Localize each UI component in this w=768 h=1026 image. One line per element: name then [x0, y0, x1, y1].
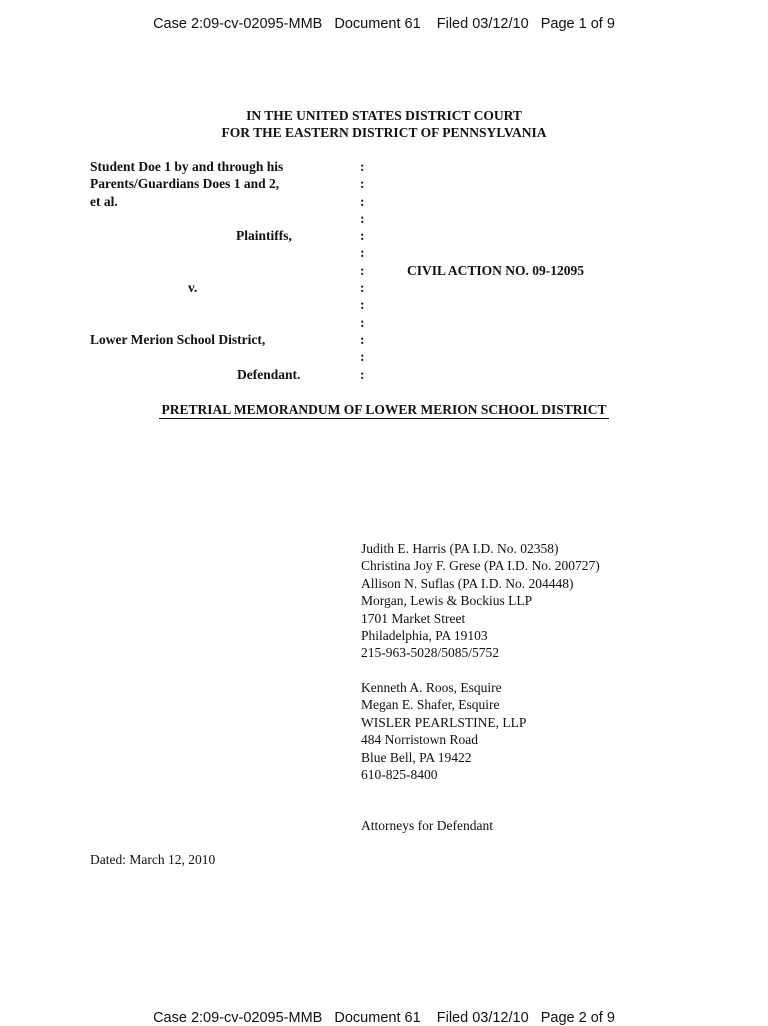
- counsel-line: Philadelphia, PA 19103: [361, 627, 488, 643]
- caption-party: et al.: [90, 193, 118, 209]
- caption-row: [90, 297, 710, 314]
- caption-colon: :: [360, 228, 365, 244]
- caption-colon: :: [360, 280, 365, 296]
- counsel-line: 610-825-8400: [361, 766, 438, 782]
- caption-colon: :: [360, 314, 365, 330]
- caption-colon: :: [360, 193, 365, 209]
- caption-defendant-label: Defendant.: [237, 366, 301, 382]
- caption-row: [90, 228, 710, 245]
- caption-row: [90, 194, 710, 211]
- caption-colon: :: [360, 210, 365, 226]
- caption-colon: :: [360, 245, 365, 261]
- page-header: Case 2:09-cv-02095-MMB Document 61 Filed 03/12/10 Page 1 of 9: [153, 16, 615, 32]
- caption-party: Lower Merion School District,: [90, 331, 266, 347]
- caption-plaintiffs-label: Plaintiffs,: [236, 228, 292, 244]
- counsel-line: 215-963-5028/5085/5752: [361, 645, 499, 661]
- caption-colon: :: [360, 176, 365, 192]
- civil-action-number: CIVIL ACTION NO. 09-12095: [407, 262, 585, 278]
- counsel-line: 1701 Market Street: [361, 610, 466, 626]
- caption-colon: :: [360, 159, 365, 174]
- caption-row: [90, 211, 710, 228]
- counsel-block-morgan-lewis: [361, 541, 600, 663]
- counsel-line: Judith E. Harris (PA I.D. No. 02358): [361, 541, 559, 556]
- counsel-line: WISLER PEARLSTINE, LLP: [361, 714, 527, 730]
- caption-colon: :: [360, 331, 365, 347]
- document-title: [0, 402, 768, 418]
- caption-row: [90, 349, 710, 366]
- case-caption: [90, 159, 710, 384]
- court-name-line-2: FOR THE EASTERN DISTRICT OF PENNSYLVANIA: [221, 125, 547, 140]
- next-page-header: Case 2:09-cv-02095-MMB Document 61 Filed 03/12/10 Page 2 of 9: [153, 1010, 615, 1026]
- counsel-line: Morgan, Lewis & Bockius LLP: [361, 593, 533, 609]
- court-name-line-1: IN THE UNITED STATES DISTRICT COURT: [246, 108, 522, 123]
- caption-colon: :: [360, 366, 365, 382]
- caption-colon: :: [360, 262, 365, 278]
- counsel-line: Allison N. Suflas (PA I.D. No. 204448): [361, 575, 574, 591]
- document-title-text: PRETRIAL MEMORANDUM OF LOWER MERION SCHOOL DISTRICT: [161, 402, 607, 417]
- counsel-line: Megan E. Shafer, Esquire: [361, 697, 500, 713]
- counsel-line: 484 Norristown Road: [361, 732, 478, 748]
- caption-versus: v.: [188, 280, 198, 296]
- dated-line: Dated: March 12, 2010: [90, 852, 216, 867]
- counsel-line: Kenneth A. Roos, Esquire: [361, 680, 502, 695]
- caption-row: [90, 367, 710, 384]
- attorneys-for-defendant: [361, 818, 493, 835]
- caption-colon: :: [360, 297, 365, 313]
- counsel-block-wisler-pearlstine: [361, 680, 526, 784]
- caption-row: [90, 159, 710, 176]
- counsel-line: Blue Bell, PA 19422: [361, 749, 472, 765]
- counsel-line: Christina Joy F. Grese (PA I.D. No. 200727): [361, 558, 600, 574]
- caption-row: [90, 263, 710, 280]
- caption-row: [90, 315, 710, 332]
- caption-row: [90, 176, 710, 193]
- caption-colon: :: [360, 349, 365, 365]
- caption-row: [90, 332, 710, 349]
- caption-row: [90, 245, 710, 262]
- caption-party: Student Doe 1 by and through his: [90, 159, 284, 174]
- caption-row: [90, 280, 710, 297]
- attorneys-for-text: Attorneys for Defendant: [361, 818, 493, 833]
- caption-party: Parents/Guardians Does 1 and 2,: [90, 176, 280, 192]
